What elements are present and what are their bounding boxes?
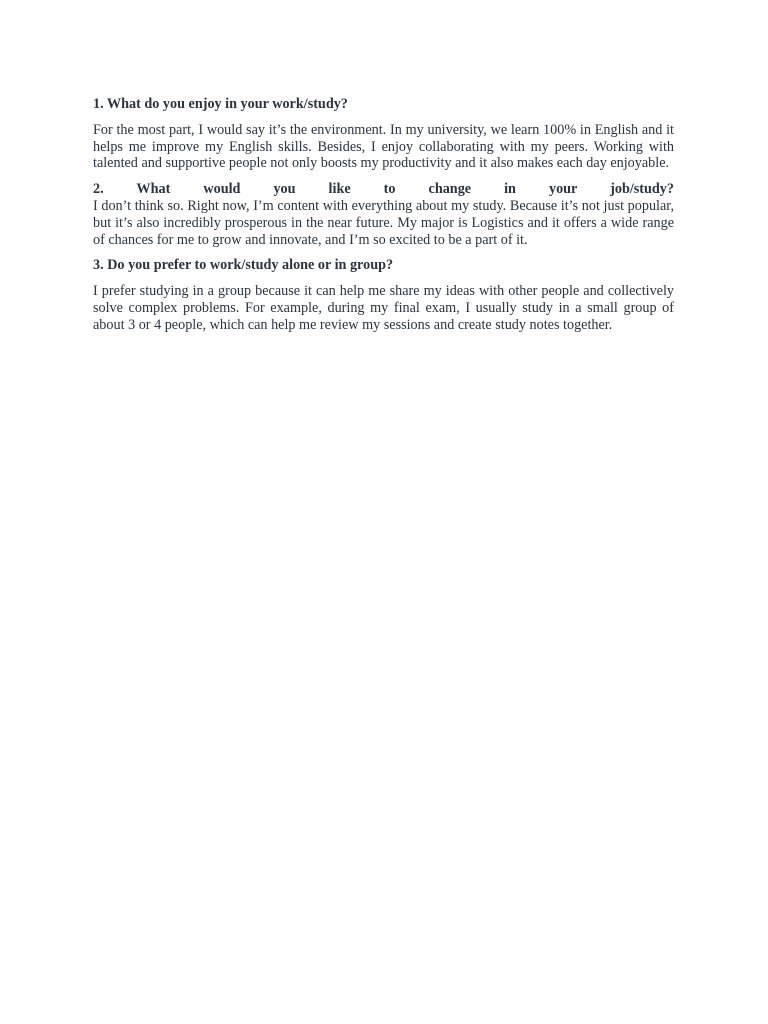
question-2-heading: 2. What would you like to change in your job/study?	[93, 181, 674, 198]
question-3-heading: 3. Do you prefer to work/study alone or in group?	[93, 257, 394, 274]
document-page	[93, 96, 674, 343]
answer-2-paragraph: I don’t think so. Right now, I’m content with everything about my study. Because it’s not just popular, but it’s also incredibly prosperous in the near future. My major is Logistics and it offers a wide range of chances for me to grow and innovate, and I’m so excited to be a part of it.	[93, 197, 674, 248]
answer-3-paragraph: I prefer studying in a group because it can help me share my ideas with other people and collectively solve complex problems. For example, during my final exam, I usually study in a small group of about 3 or 4 people, which can help me review my sessions and create study notes together.	[93, 283, 674, 333]
question-1-heading: 1. What do you enjoy in your work/study?	[93, 96, 348, 112]
answer-1-paragraph: For the most part, I would say it’s the environment. In my university, we learn 100% in English and it helps me improve my English skills. Besides, I enjoy collaborating with my peers. Working with talented and supportive people not only boosts my productivity and it also makes each day enjoyable.	[93, 121, 674, 172]
